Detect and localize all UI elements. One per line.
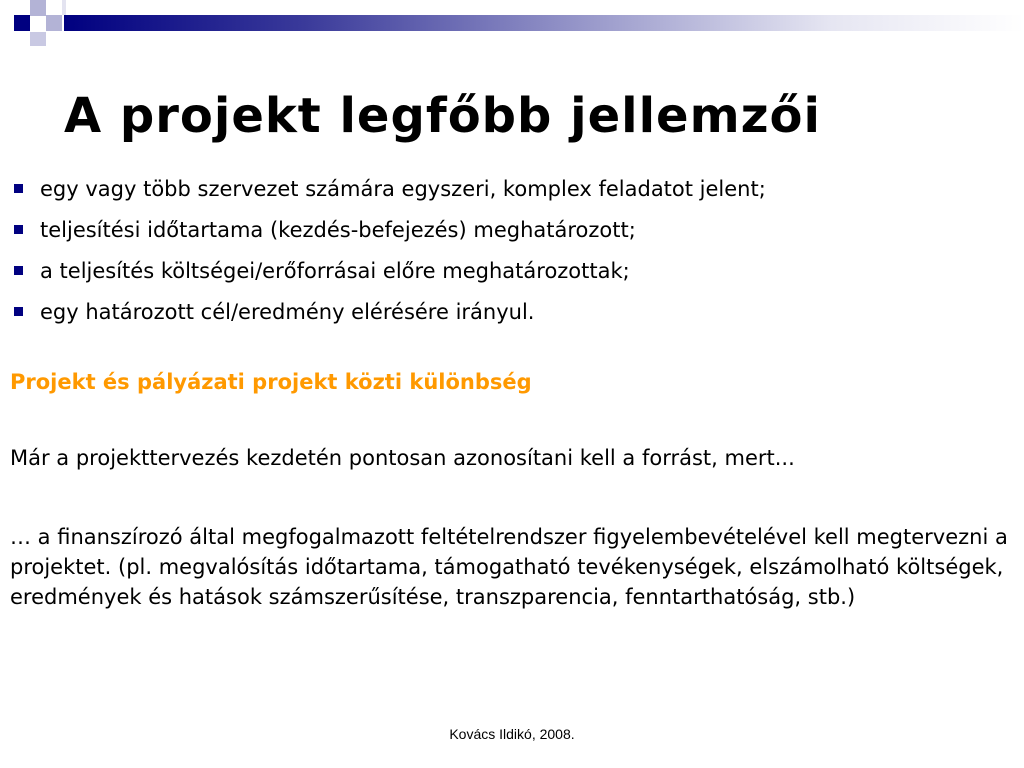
bullet-item [14,209,766,250]
paragraph-intro: Már a projekttervezés kezdetén pontosan azonosítani kell a forrást, mert... [10,446,795,470]
bullet-item [14,291,766,332]
header-decoration-square [30,0,46,16]
header-decoration-square [46,15,62,31]
bullet-item [14,250,766,291]
footer-credit: Kovács Ildikó, 2008. [449,726,575,742]
bullet-square-icon [14,266,23,275]
section-subheading: Projekt és pályázati projekt közti különbség [10,370,532,394]
bullet-square-icon [14,307,23,316]
paragraph-details: … a finanszírozó által megfogalmazott feltételrendszer figyelembevételével kell megtervezni a projektet. (pl. megvalósítás időtartama, támogatható tevékenységek, elszámolható költségek, eredmények és hatások számszerűsítése, transzparencia, fenntarthatóság, stb.) [10,525,1008,609]
bullet-item [14,168,766,209]
bullet-text: teljesítési időtartama (kezdés-befejezés) meghatározott; [40,217,636,242]
header-decoration-square [14,15,30,31]
slide-title: A projekt legfőbb jellemzői [64,88,821,144]
header-gradient-bar [64,15,1024,31]
bullet-text: a teljesítés költségei/erőforrásai előre meghatározottak; [40,258,630,283]
header-decoration-square [30,32,46,46]
header-decoration-strip [62,0,66,15]
bullet-square-icon [14,184,23,193]
bullet-list [14,168,766,332]
bullet-text: egy vagy több szervezet számára egyszeri, komplex feladatot jelent; [40,176,766,201]
bullet-square-icon [14,225,23,234]
bullet-text: egy határozott cél/eredmény elérésére irányul. [40,299,535,324]
